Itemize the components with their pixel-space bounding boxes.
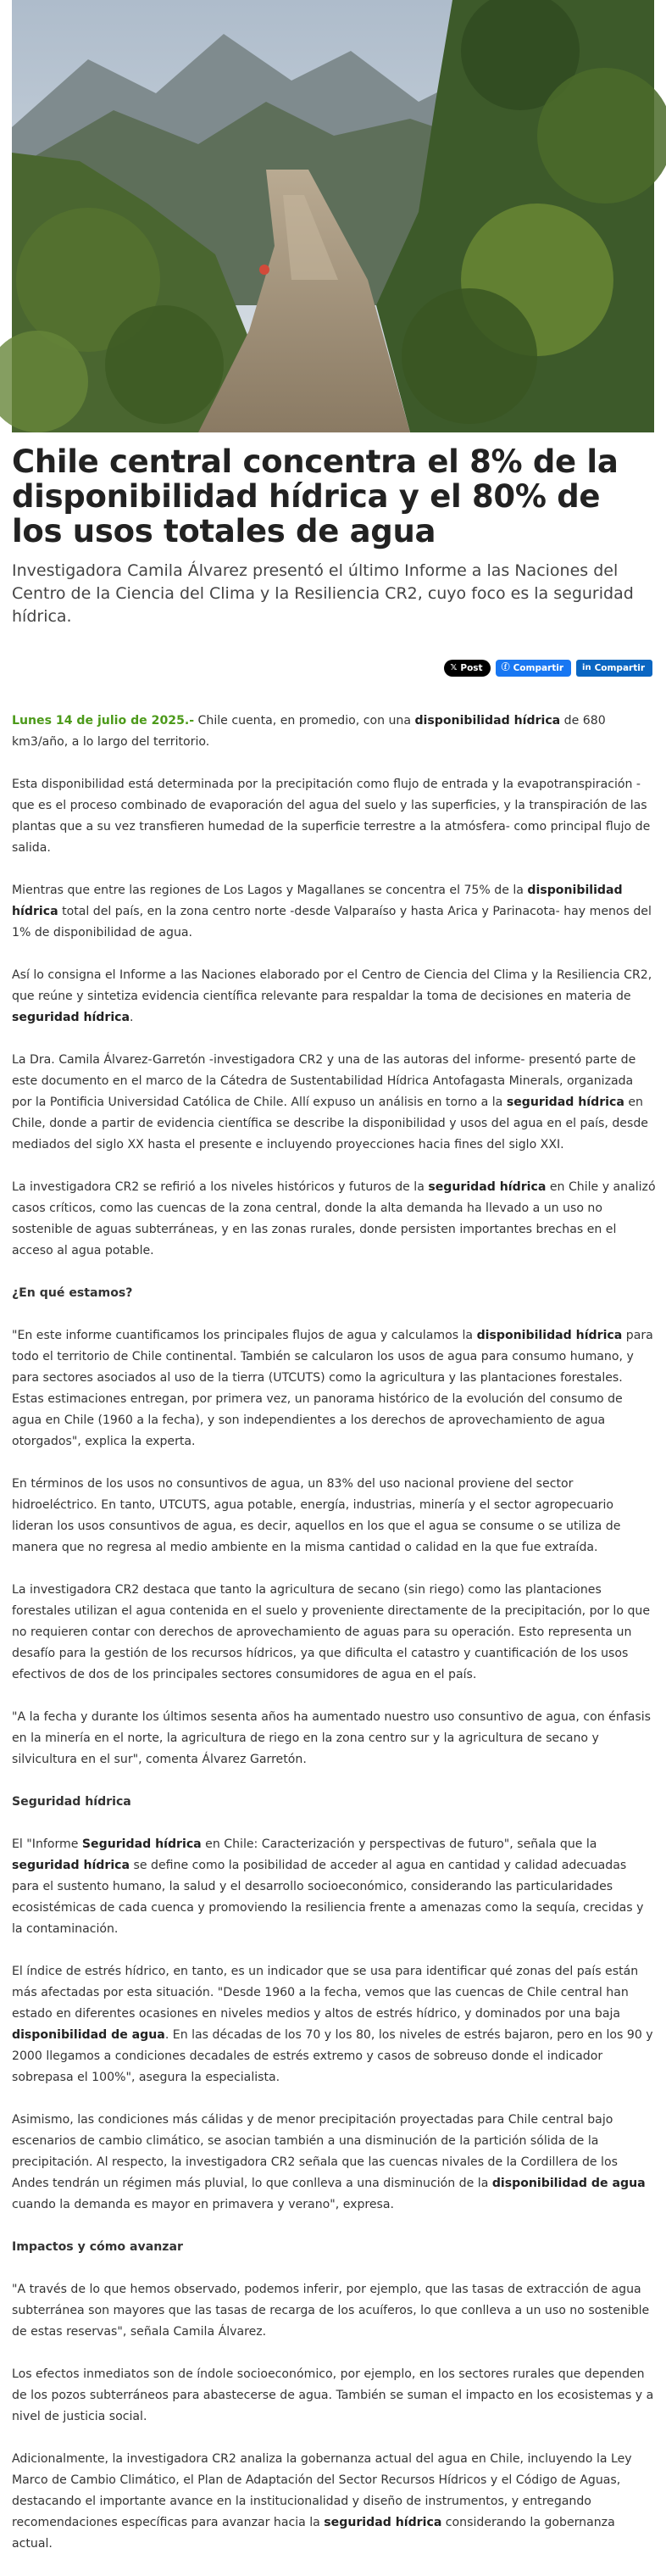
- section-heading-seguridad-hidrica: Seguridad hídrica: [12, 1795, 131, 1809]
- facebook-logo-icon: ⓕ: [501, 663, 510, 672]
- page-title: Chile central concentra el 8% de la disponibilidad hídrica y el 80% de los usos totales de agua: [12, 443, 619, 549]
- share-bar: [444, 660, 652, 677]
- facebook-share-button[interactable]: [496, 660, 571, 677]
- linkedin-share-label: Compartir: [594, 663, 645, 673]
- paragraph-10: "A la fecha y durante los últimos sesenta años ha aumentado nuestro uso consuntivo de agua, con énfasis en la minería en el norte, la agricultura de riego en la zona centro sur y la agricultura de secano y silvicultura en el sur", comenta Álvarez Garretón.: [12, 1710, 651, 1766]
- paragraph-3: Mientras que entre las regiones de Los Lagos y Magallanes se concentra el 75% de la disponibilidad hídrica total del país, en la zona centro norte -desde Valparaíso y hasta Arica y Parinacota- hay menos del 1% de disponibilidad de agua.: [12, 884, 652, 940]
- paragraph-6: La investigadora CR2 se refirió a los niveles históricos y futuros de la seguridad hídrica en Chile y analizó casos críticos, como las cuencas de la zona central, donde la alta demanda ha llevado a un uso no sostenible de aguas subterráneas, y en las zonas rurales, donde persisten importantes brechas en el acceso al agua potable.: [12, 1180, 656, 1257]
- article-subtitle: Investigadora Camila Álvarez presentó el último Informe a las Naciones del Centro de la Ciencia del Clima y la Resiliencia CR2, cuyo foco es la seguridad hídrica.: [12, 561, 634, 626]
- river-valley-photo: [12, 0, 654, 432]
- section-heading-en-que-estamos: ¿En qué estamos?: [12, 1286, 133, 1300]
- paragraph-12: El índice de estrés hídrico, en tanto, es un indicador que se usa para identificar qué zonas del país están más afectadas por esta situación. "Desde 1960 a la fecha, vemos que las cuencas de Chile central han estado en diferentes ocasiones en niveles medios y altos de estrés hídrico, y dominados por una baja disponibilidad de agua. En las décadas de los 70 y los 80, los niveles de estrés bajaron, pero en los 90 y 2000 llegamos a condiciones decadales de estrés extremo y casos de sobreuso donde el indicador sobrepasa el 100%", asegura la especialista.: [12, 1965, 653, 2084]
- x-post-button[interactable]: [444, 660, 490, 677]
- paragraph-11: El "Informe Seguridad hídrica en Chile: Caracterización y perspectivas de futuro", señala que la seguridad hídrica se define como la posibilidad de acceder al agua en cantidad y calidad adecuadas para el sustento humano, la salud y el desarrollo socioeconómico, considerando las particularidades ecosistémicas de cada cuenca y promoviendo la resiliencia frente a amenazas como la sequía, crecidas y la contaminación.: [12, 1837, 644, 1936]
- linkedin-logo-icon: in: [582, 663, 591, 672]
- paragraph-8: En términos de los usos no consuntivos de agua, un 83% del uso nacional proviene del sector hidroeléctrico. En tanto, UTCUTS, agua potable, energía, industrias, minería y el sector agropecuario lideran los usos consuntivos de agua, es decir, aquellos en los que el agua se consume o se utiliza de manera que no regresa al medio ambiente en la misma cantidad o calidad en la que fue extraída.: [12, 1477, 621, 1554]
- linkedin-share-button[interactable]: [576, 660, 652, 677]
- section-heading-impactos: Impactos y cómo avanzar: [12, 2240, 183, 2254]
- paragraph-9: La investigadora CR2 destaca que tanto la agricultura de secano (sin riego) como las plantaciones forestales utilizan el agua contenida en el suelo y proveniente directamente de la precipitación, por lo que no requieren contar con derechos de aprovechamiento de aguas para su operación. Esto representa un desafío para la gestión de los recursos hídricos, ya que dificulta el catastro y cuantificación de los usos efectivos de dos de los principales sectores consumidores de agua en el país.: [12, 1583, 650, 1681]
- hero-image: [12, 0, 654, 432]
- paragraph-2: Esta disponibilidad está determinada por la precipitación como flujo de entrada y la evapotranspiración -que es el proceso combinado de evaporación del agua del suelo y las superficies, y la transpiración de las plantas que a su vez transfieren humedad de la superficie terrestre a la atmósfera- como principal flujo de salida.: [12, 778, 651, 855]
- article-date: Lunes 14 de julio de 2025.-: [12, 714, 195, 728]
- paragraph-4: Así lo consigna el Informe a las Naciones elaborado por el Centro de Ciencia del Clima y la Resiliencia CR2, que reúne y sintetiza evidencia científica relevante para respaldar la toma de decisiones en materia de seguridad hídrica.: [12, 968, 652, 1024]
- paragraph-16: Adicionalmente, la investigadora CR2 analiza la gobernanza actual del agua en Chile, incluyendo la Ley Marco de Cambio Climático, el Plan de Adaptación del Sector Recursos Hídricos y el Código de Aguas, destacando el importante avance en la institucionalidad y diseño de instrumentos, y entregando recomendaciones específicas para avanzar hacia la seguridad hídrica considerando la gobernanza actual.: [12, 2452, 632, 2551]
- x-post-label: Post: [460, 663, 483, 673]
- paragraph-13: Asimismo, las condiciones más cálidas y de menor precipitación proyectadas para Chile central bajo escenarios de cambio climático, se asocian también a una disminución de la partición sólida de la precipitación. Al respecto, la investigadora CR2 señala que las cuencas nivales de la Cordillera de los Andes tendrán un régimen más pluvial, lo que conlleva a una disminución de la disponibilidad de agua cuando la demanda es mayor en primavera y verano", expresa.: [12, 2113, 646, 2211]
- paragraph-5: La Dra. Camila Álvarez-Garretón -investigadora CR2 y una de las autoras del informe- presentó parte de este documento en el marco de la Cátedra de Sustentabilidad Hídrica Antofagasta Minerals, organizada por la Pontificia Universidad Católica de Chile. Allí expuso un análisis en torno a la seguridad hídrica en Chile, donde a partir de evidencia científica se describe la disponibilidad y usos del agua en el país, desde mediados del siglo XX hasta el presente e incluyendo proyecciones hacia fines del siglo XXI.: [12, 1053, 648, 1151]
- facebook-share-label: Compartir: [513, 663, 564, 673]
- x-logo-icon: 𝕏: [450, 663, 458, 672]
- paragraph-1: Lunes 14 de julio de 2025.- Chile cuenta, en promedio, con una disponibilidad hídrica de 680 km3/año, a lo largo del territorio.: [12, 714, 606, 749]
- paragraph-7: "En este informe cuantificamos los principales flujos de agua y calculamos la disponibilidad hídrica para todo el territorio de Chile continental. También se calcularon los usos de agua para consumo humano, y para sectores asociados al uso de la tierra (UTCUTS) como la agricultura y las plantaciones forestales. Estas estimaciones entregan, por primera vez, un panorama histórico de la evolución del consumo de agua en Chile (1960 a la fecha), y son independientes a los derechos de aprovechamiento de agua otorgados", explica la experta.: [12, 1329, 653, 1448]
- paragraph-15: Los efectos inmediatos son de índole socioeconómico, por ejemplo, en los sectores rurales que dependen de los pozos subterráneos para abastecerse de agua. También se suman el impacto en los ecosistemas y a nivel de justicia social.: [12, 2367, 654, 2423]
- article-body: [12, 711, 656, 2576]
- paragraph-14: "A través de lo que hemos observado, podemos inferir, por ejemplo, que las tasas de extracción de agua subterránea son mayores que las tasas de recarga de los acuíferos, lo que conlleva a un uso no sostenible de estas reservas", señala Camila Álvarez.: [12, 2283, 650, 2339]
